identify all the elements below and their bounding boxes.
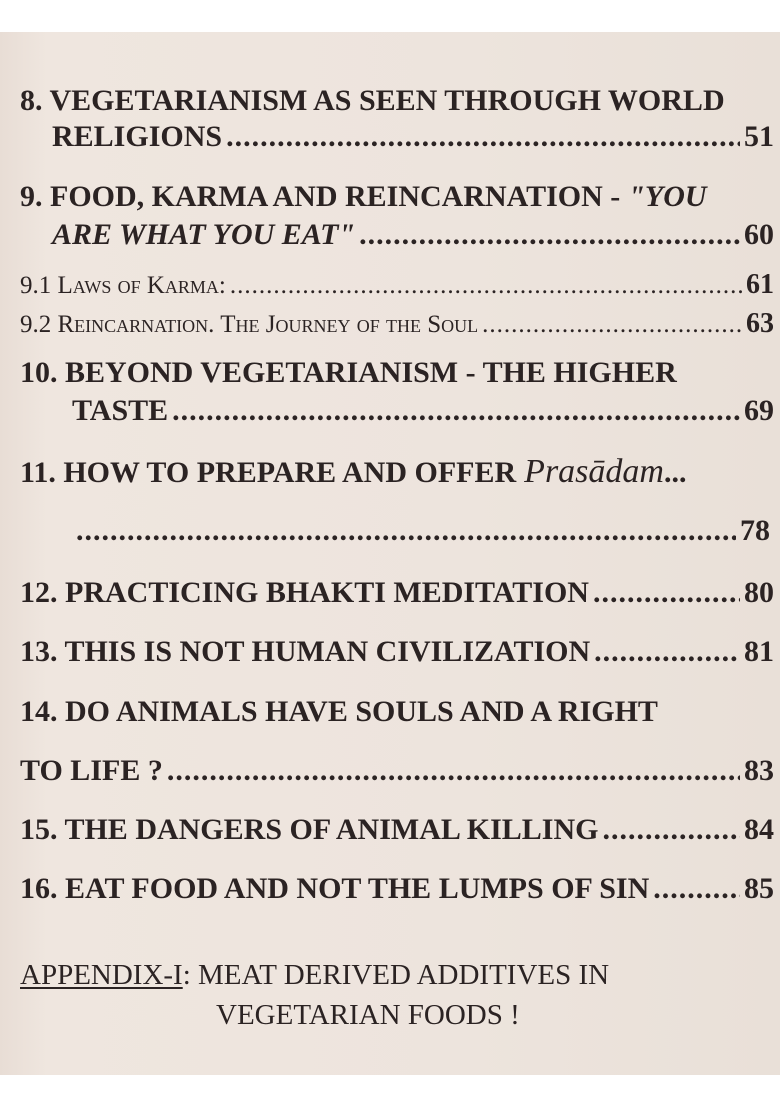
- toc-entry-9-line2[interactable]: [52, 218, 774, 252]
- dot-leader: ...: [663, 456, 687, 489]
- entry-title: 15. THE DANGERS OF ANIMAL KILLING: [20, 813, 599, 846]
- page-number: 83: [744, 754, 774, 787]
- dot-leader: [359, 218, 740, 252]
- toc-entry-16[interactable]: [20, 872, 774, 906]
- appendix-title: : MEAT DERIVED ADDITIVES IN: [182, 959, 610, 991]
- entry-title-italic: ARE WHAT YOU EAT": [52, 218, 356, 251]
- entry-title: 14. DO ANIMALS HAVE SOULS AND A RIGHT: [20, 695, 658, 728]
- toc-entry-9-2[interactable]: [20, 307, 774, 342]
- appendix-heading-line2: [216, 998, 520, 1032]
- appendix-label: APPENDIX-I: [20, 959, 183, 991]
- dot-leader: [172, 394, 740, 428]
- page-number: 80: [744, 576, 774, 609]
- dot-leader: [602, 813, 740, 847]
- toc-entry-12[interactable]: [20, 576, 774, 610]
- entry-title: 9. FOOD, KARMA AND REINCARNATION -: [20, 180, 621, 213]
- entry-title: 9.2 Reincarnation. The Journey of the Soul: [20, 311, 479, 338]
- dot-leader: [482, 308, 742, 342]
- toc-entry-13[interactable]: [20, 635, 774, 669]
- page-number: 60: [744, 218, 774, 251]
- toc-entry-8-line2[interactable]: [52, 120, 774, 154]
- entry-title: TASTE: [72, 394, 169, 427]
- page-number: 78: [740, 514, 770, 547]
- page-number: 85: [744, 872, 774, 905]
- dot-leader: [593, 576, 740, 610]
- page-number: 51: [744, 120, 774, 153]
- toc-entry-15[interactable]: [20, 813, 774, 847]
- toc-entry-10-line1: [20, 356, 774, 390]
- toc-entry-10-line2[interactable]: [72, 394, 774, 428]
- entry-title: RELIGIONS: [52, 120, 223, 153]
- toc-entry-14-line1: [20, 695, 774, 729]
- page-number: 69: [744, 394, 774, 427]
- toc-entry-9-line1: [20, 180, 774, 214]
- entry-title: 16. EAT FOOD AND NOT THE LUMPS OF SIN: [20, 872, 650, 905]
- dot-leader: [653, 872, 740, 906]
- entry-title: 12. PRACTICING BHAKTI MEDITATION: [20, 576, 589, 609]
- entry-title-italic: "YOU: [628, 180, 707, 213]
- entry-title: TO LIFE ?: [20, 754, 163, 787]
- entry-title: 13. THIS IS NOT HUMAN CIVILIZATION: [20, 635, 591, 668]
- page-number: 61: [746, 269, 774, 300]
- entry-title: 8. VEGETARIANISM AS SEEN THROUGH WORLD: [20, 84, 725, 117]
- entry-title-italic: Prasādam: [524, 453, 664, 490]
- page-number: 84: [744, 813, 774, 846]
- page-number: 63: [746, 308, 774, 339]
- entry-title: 9.1 Laws of Karma:: [20, 272, 226, 299]
- dot-leader: [76, 514, 736, 548]
- toc-entry-14-line2[interactable]: [20, 754, 774, 788]
- dot-leader: [226, 120, 740, 154]
- toc-entry-11-line1: [20, 455, 774, 490]
- toc-entry-9-1[interactable]: [20, 268, 774, 303]
- appendix-title: VEGETARIAN FOODS !: [216, 999, 520, 1031]
- dot-leader: [167, 754, 740, 788]
- appendix-heading[interactable]: [20, 958, 609, 992]
- entry-title: 11. HOW TO PREPARE AND OFFER: [20, 456, 517, 489]
- dot-leader: [594, 635, 740, 669]
- entry-title: 10. BEYOND VEGETARIANISM - THE HIGHER: [20, 356, 677, 389]
- toc-entry-11-line2[interactable]: [76, 514, 770, 548]
- toc-entry-8-line1: [20, 84, 774, 118]
- dot-leader: [230, 269, 742, 303]
- page-number: 81: [744, 635, 774, 668]
